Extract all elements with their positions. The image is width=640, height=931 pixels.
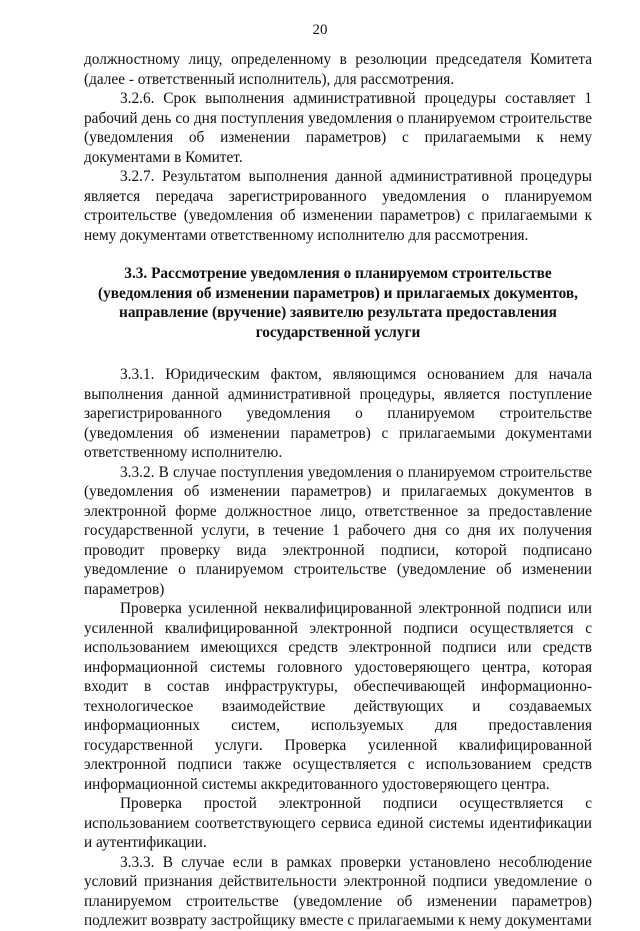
section-heading-line: 3.3. Рассмотрение уведомления о планируемом строительстве	[124, 265, 552, 282]
paragraph-continuation: должностному лицу, определенному в резолюции председателя Комитета (далее - ответственный исполнитель), для рассмотрения.	[84, 51, 592, 88]
paragraph-3-2-7: 3.2.7. Результатом выполнения данной административной процедуры является передача зарегистрированного уведомления о планируемом строительстве (уведомления об изменении параметров) с прилагаемыми к нему документами ответственному исполнителю для рассмотрения.	[84, 168, 592, 244]
document-body	[84, 50, 592, 931]
paragraph-3-3-3: 3.3.3. В случае если в рамках проверки установлено несоблюдение условий признания действительности электронной подписи уведомление о планируемом строительстве (уведомление об изменении параметров) подлежит возврату застройщику вместе с прилагаемыми к нему документами	[84, 853, 592, 929]
paragraph-signature-check-enhanced: Проверка усиленной неквалифицированной электронной подписи или усиленной квалифицированной электронной подписи осуществляется с использованием имеющихся средств электронной подписи или средств информационной системы головного удостоверяющего центра, которая входит в состав инфраструктуры, обеспечивающей информационно-технологическое взаимодействие действующих и создаваемых информационных систем, используемых для предоставления государственной услуги. Проверка усиленной квалифицированной электронной подписи также осуществляется с использованием средств информационной системы аккредитованного удостоверяющего центра.	[84, 600, 592, 793]
page-number: 20	[312, 22, 328, 38]
paragraph-signature-check-simple: Проверка простой электронной подписи осуществляется с использованием соответствующего сервиса единой системы идентификации и аутентификации.	[84, 795, 592, 851]
section-heading-line: направление (вручение) заявителю результата предоставления	[119, 304, 557, 321]
section-heading-line: государственной услуги	[255, 323, 421, 341]
paragraph-3-3-2: 3.3.2. В случае поступления уведомления о планируемом строительстве (уведомления об изменении параметров) и прилагаемых документов в электронной форме должностное лицо, ответственное за предоставление государственной услуги, в течение 1 рабочего дня со дня их получения проводит проверку вида электронной подписи, которой подписано уведомление о планируемом строительстве (уведомление об изменении параметров)	[84, 463, 592, 598]
paragraph-3-2-6: 3.2.6. Срок выполнения административной процедуры составляет 1 рабочий день со дня поступления уведомления о планируемом строительстве (уведомления об изменении параметров) с прилагаемыми к нему документами в Комитет.	[84, 90, 592, 166]
section-heading-3-3	[84, 264, 592, 342]
paragraph-3-3-1: 3.3.1. Юридическим фактом, являющимся основанием для начала выполнения данной административной процедуры, является поступление зарегистрированного уведомления о планируемом строительстве (уведомления об изменении параметров) с прилагаемыми документами ответственному исполнителю.	[84, 366, 592, 461]
section-heading-line: (уведомления об изменении параметров) и прилагаемых документов,	[98, 284, 578, 302]
